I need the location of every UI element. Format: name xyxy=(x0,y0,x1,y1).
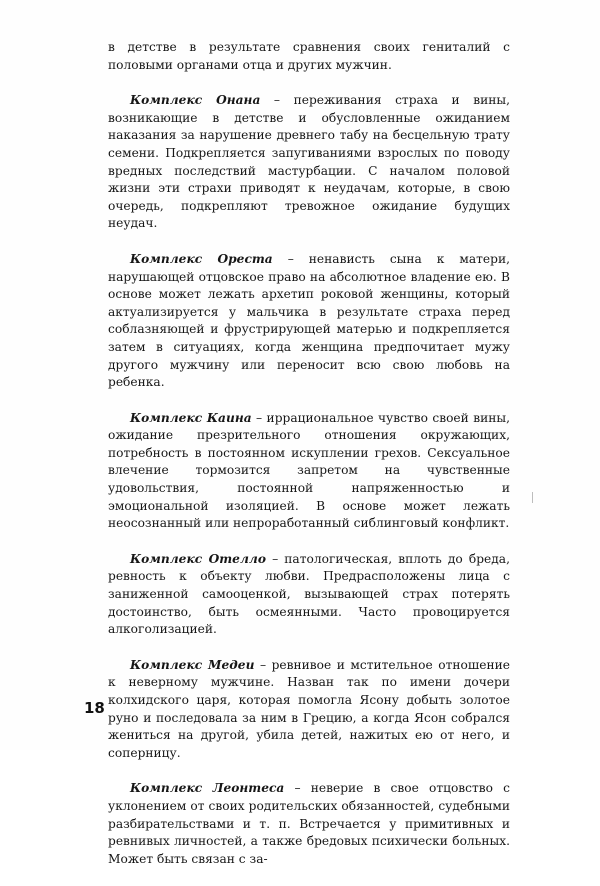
entry-definition: – неверие в свое отцовство с уклонением от своих родительских обязанностей, судебными разбирательствами и т. п. Встречается у примитивных и ревнивых личностей, а также бредовых психически больных. Может быть связан с за- xyxy=(108,781,510,866)
entry-othello xyxy=(108,551,510,639)
page-number: 18 xyxy=(84,699,105,717)
page-body xyxy=(108,39,510,886)
entry-term: Комплекс Отелло xyxy=(130,551,266,566)
entry-term: Комплекс Ореста xyxy=(130,251,273,266)
entry-term: Комплекс Каина xyxy=(130,410,252,425)
entry-definition: – ревнивое и мстительное отношение к неверному мужчине. Назван так по имени дочери колхидского царя, которая помогла Ясону добыть золотое руно и последовала за ним в Грецию, а когда Ясон собрался жениться на другой, убила детей, нажитых ею от него, и соперницу. xyxy=(108,657,510,760)
entry-orestes xyxy=(108,251,510,392)
entry-term: Комплекс Леонтеса xyxy=(130,781,285,796)
entry-term: Комплекс Медеи xyxy=(130,657,255,672)
entry-term: Комплекс Онана xyxy=(130,93,261,108)
entry-definition: – ненависть сына к матери, нарушающей отцовское право на абсолютное владение ею. В основе может лежать архетип роковой женщины, который актуализируется у мальчика в результате страха перед соблазняющей и фрустрирующей матерью и подкрепляется затем в ситуациях, когда женщина предпочитает мужу другого мужчину или переносит всю свою любовь на ребенка. xyxy=(108,251,511,390)
entry-definition: – переживания страха и вины, возникающие в детстве и обусловленные ожиданием наказания за нарушение древнего табу на бесцельную трату семени. Подкрепляется запугиваниями взрослых по поводу вредных последствий мастурбации. С началом половой жизни эти страхи приводят к неудачам, которые, в свою очередь, подкрепляют тревожное ожидание будущих неудач. xyxy=(108,93,511,231)
entry-cain xyxy=(108,410,510,533)
entry-definition: – патологическая, вплоть до бреда, ревность к объекту любви. Предрасположены лица с заниженной самооценкой, вызывающей страх потерять достоинство, быть осмеянными. Часто провоцируется алкоголизацией. xyxy=(108,551,510,637)
scan-artifact-mark xyxy=(532,492,533,503)
continued-paragraph: в детстве в результате сравнения своих гениталий с половыми органами отца и других мужчин. xyxy=(108,40,510,72)
entry-oedipus-onan xyxy=(108,92,510,233)
entry-definition: – иррациональное чувство своей вины, ожидание презрительного отношения окружающих, потребность в постоянном искуплении грехов. Сексуальное влечение тормозится запретом на чувственные удовольствия, постоянной напряженностью и эмоциональной изоляцией. В основе может лежать неосознанный или непроработанный сиблинговый конфликт. xyxy=(108,410,510,531)
entry-medea xyxy=(108,657,510,763)
entry-leontes xyxy=(108,780,510,868)
